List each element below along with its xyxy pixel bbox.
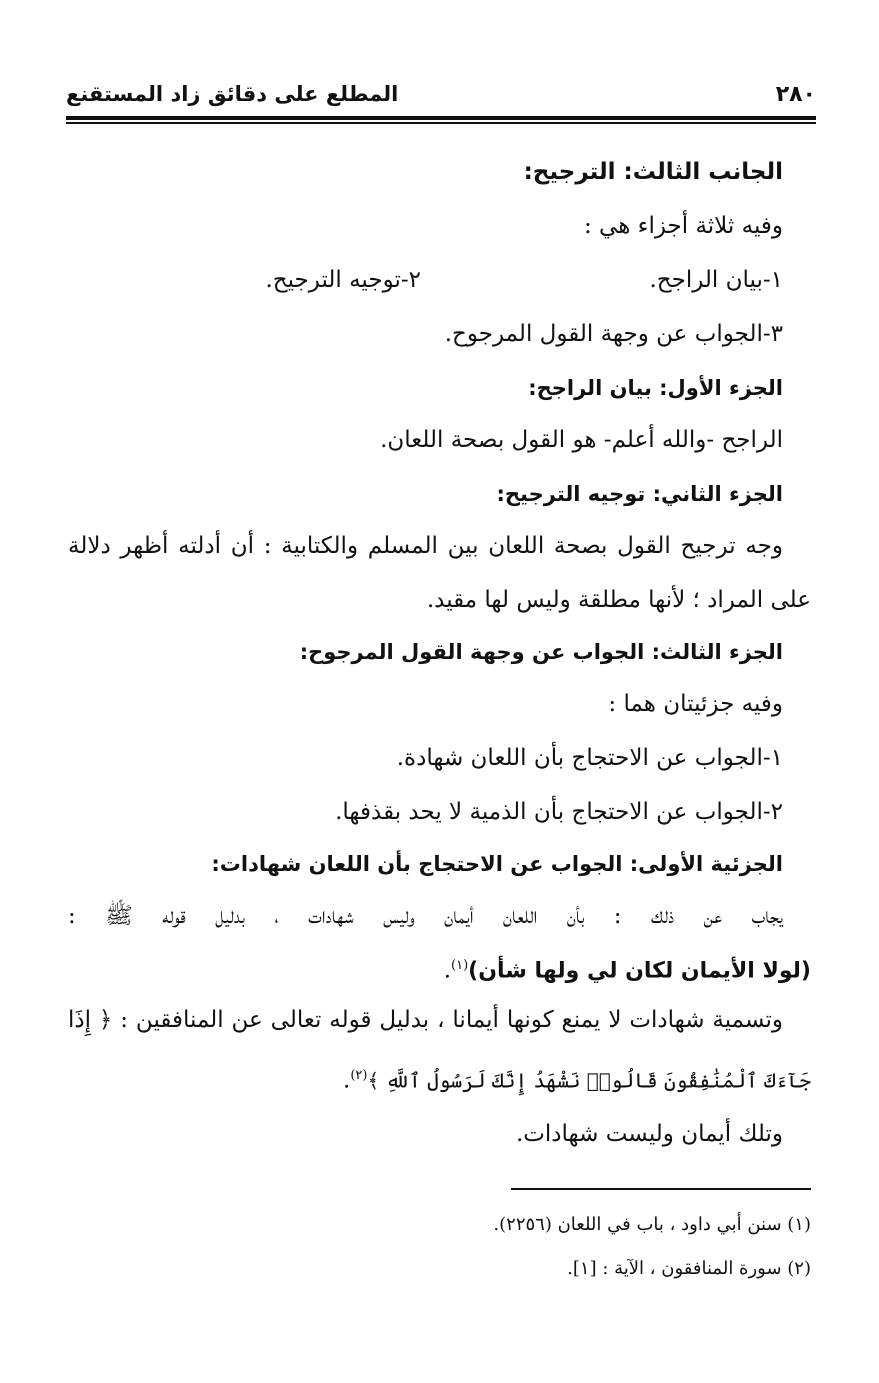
footnote-ref-1: (١) (451, 958, 469, 973)
part2-heading: الجزء الثاني: توجيه الترجيح: (496, 482, 783, 506)
page-header (66, 82, 816, 116)
part2-text-line1: وجه ترجيح القول بصحة اللعان بين المسلم والكتابية : أن أدلته أظهر دلالة (68, 533, 783, 559)
part3-heading: الجزء الثالث: الجواب عن وجهة القول المرجوح: (299, 640, 783, 664)
part3-item-2: ٢-الجواب عن الاحتجاج بأن الذمية لا يحد بقذفها. (335, 799, 783, 825)
intro-text: وفيه ثلاثة أجزاء هي : (583, 213, 783, 239)
footnote-rule (511, 1188, 811, 1190)
footnote-ref-2: (٢) (350, 1068, 368, 1083)
running-title: المطلع على دقائق زاد المستقنع (66, 82, 399, 106)
naming-line1: وتسمية شهادات لا يمنع كونها أيمانا ، بدليل قوله تعالى عن المنافقين : ﴿ إِذَا (68, 1007, 783, 1033)
part3-item-1: ١-الجواب عن الاحتجاج بأن اللعان شهادة. (396, 745, 783, 771)
hadith-line (444, 950, 811, 988)
hadith-quote: (لولا الأيمان لكان لي ولها شأن) (468, 958, 811, 984)
footnote-1: (١) سنن أبي داود ، باب في اللعان (٢٢٥٦). (493, 1214, 811, 1235)
answer-line1: يجاب عن ذلك : بأن اللعان أيمان وليس شهادات ، بدليل قوله ﷺ : (68, 903, 783, 929)
footnote-2: (٢) سورة المنافقون ، الآية : [١]. (567, 1258, 811, 1279)
header-rule-thin (66, 122, 816, 124)
list-item-2: ٢-توجيه الترجيح. (265, 267, 421, 293)
part1-text: الراجح -والله أعلم- هو القول بصحة اللعان. (380, 427, 783, 453)
list-item-1: ١-بيان الراجح. (649, 267, 783, 293)
hadith-end: . (443, 957, 452, 984)
quran-line (343, 1060, 811, 1097)
page-number: ٢٨٠ (775, 82, 816, 107)
header-rule-thick (66, 116, 816, 120)
list-item-3: ٣-الجواب عن وجهة القول المرجوح. (444, 321, 783, 347)
quran-end: . (343, 1067, 351, 1094)
subpart1-heading: الجزئية الأولى: الجواب عن الاحتجاج بأن اللعان شهادات: (211, 852, 783, 876)
closing-text: وتلك أيمان وليست شهادات. (515, 1121, 783, 1147)
section-heading: الجانب الثالث: الترجيح: (523, 159, 783, 185)
quran-verse: جَآءَكَ ٱلْمُنَٰفِقُونَ قَالُوا۟ نَشْهَدُ إِنَّكَ لَرَسُولُ ٱللَّهِ ﴾ (367, 1068, 811, 1093)
part2-text-line2: على المراد ؛ لأنها مطلقة وليس لها مقيد. (426, 587, 811, 613)
part3-intro: وفيه جزئيتان هما : (608, 691, 783, 717)
part1-heading: الجزء الأول: بيان الراجح: (528, 376, 783, 400)
